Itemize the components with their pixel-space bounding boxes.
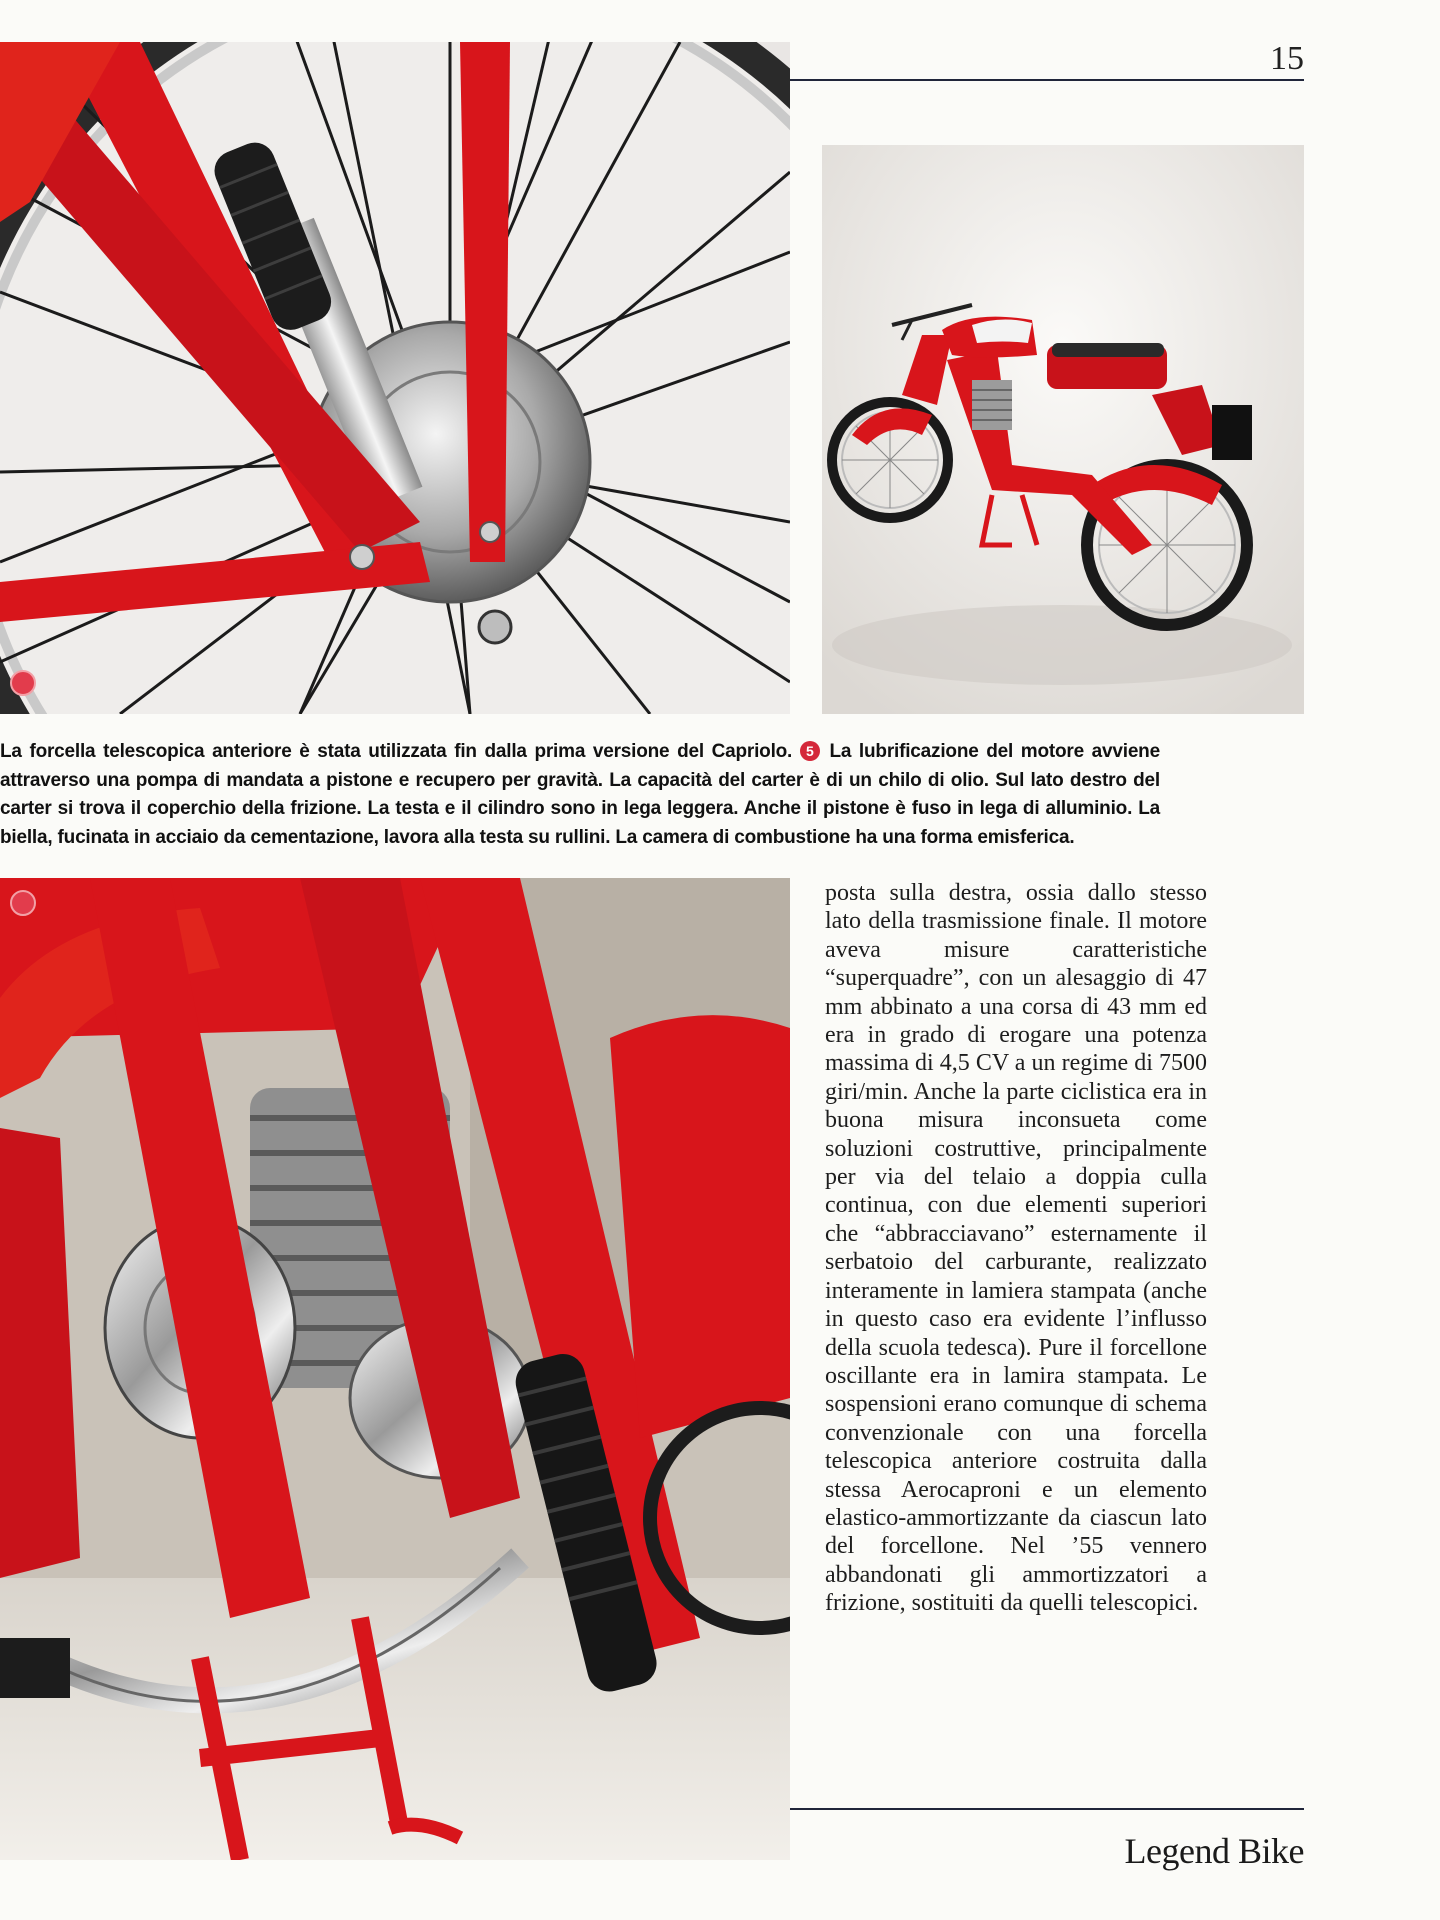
caption-marker-icon: 5 <box>800 741 820 761</box>
caption-part-1: La forcella telescopica anteriore è stata utilizzata fin dalla prima versione del Capriolo. <box>0 741 793 762</box>
motorcycle-side-icon <box>822 145 1304 714</box>
footer-rule <box>790 1808 1304 1810</box>
engine-photo <box>0 878 790 1860</box>
caption-part-2: La lubrificazione del motore avviene attraverso una pompa di mandata a pistone e recupero per gravità. La capacità del carter è di un chilo di olio. Sul lato destro del carter si trova il coperchio della frizione. La testa e il cilindro sono in lega leggera. Anche il pistone è fuso in lega di alluminio. La biella, fucinata in acciaio da cementazione, lavora alla testa su rullini. La camera di combustione ha una forma emisferica. <box>0 741 1160 848</box>
magazine-name: Legend Bike <box>1124 1831 1304 1871</box>
motorcycle-engine-icon <box>0 878 790 1860</box>
page-number: 15 <box>1270 40 1304 77</box>
photo-number-badge <box>10 670 36 696</box>
front-fork-photo <box>0 42 790 714</box>
photo-number-badge <box>10 890 36 916</box>
header-rule <box>790 79 1304 81</box>
full-bike-photo <box>822 145 1304 714</box>
article-body-text: posta sulla destra, ossia dallo stesso lato della trasmissione finale. Il motore aveva misure caratteristiche “superquadre”, con un alesaggio di 47 mm abbinato a una corsa di 43 mm ed era in grado di erogare una potenza massima di 4,5 CV a un regime di 7500 giri/min. Anche la parte ciclistica era in buona misura inconsueta come soluzioni costruttive, principalmente per via del telaio a doppia culla continua, con due elementi superiori che “abbracciavano” esternamente il serbatoio del carburante, realizzato interamente in lamiera stampata (anche in questo caso era evidente l’influsso della scuola tedesca). Pure il forcellone oscillante era in lamira stampata. Le sospensioni erano comunque di schema convenzionale con una forcella telescopica anteriore costruita dalla stessa Aerocaproni e un elemento elastico-ammortizzante da ciascun lato del forcellone. Nel ’55 vennero abbandonati gli ammortizzatori a frizione, sostituiti da quelli telescopici. <box>825 880 1207 1617</box>
photo-caption <box>0 738 1160 852</box>
motorcycle-front-wheel-icon <box>0 42 790 714</box>
